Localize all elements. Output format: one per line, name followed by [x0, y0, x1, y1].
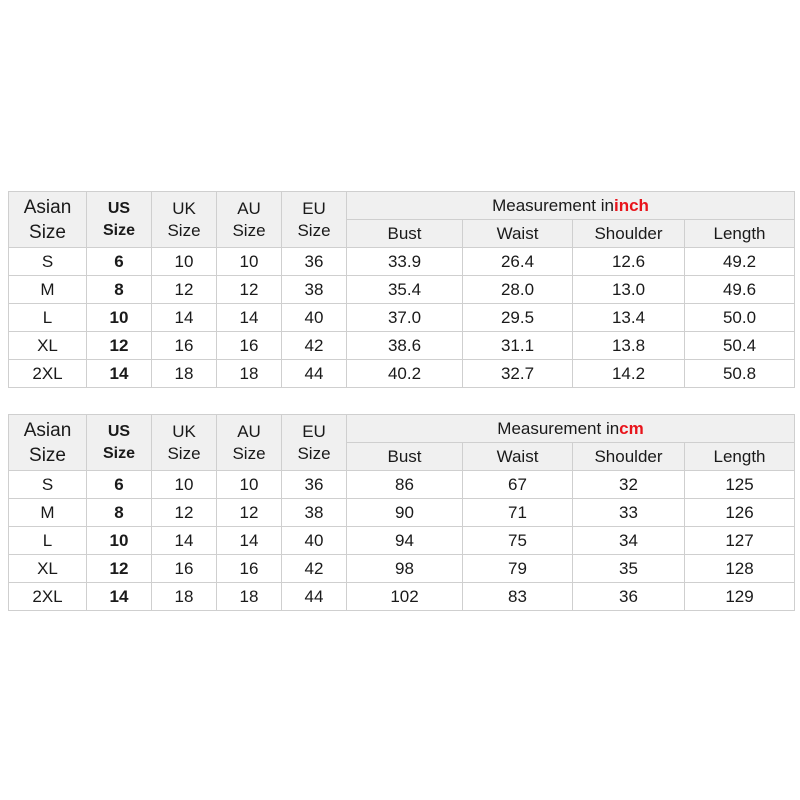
cell-eu-size: 36 — [282, 248, 347, 276]
table-row — [9, 471, 795, 499]
header-asian-size: Asian Size — [9, 415, 87, 471]
cell-length: 50.0 — [685, 304, 795, 332]
cell-asian-size: XL — [9, 332, 87, 360]
cell-length: 129 — [685, 583, 795, 611]
cell-eu-size: 36 — [282, 471, 347, 499]
cell-uk-size: 14 — [152, 304, 217, 332]
measurement-unit: cm — [619, 418, 644, 438]
table-row — [9, 555, 795, 583]
header-au-size: AU Size — [217, 192, 282, 248]
cell-asian-size: XL — [9, 555, 87, 583]
cell-asian-size: S — [9, 248, 87, 276]
cell-bust: 38.6 — [347, 332, 463, 360]
cell-us-size: 12 — [87, 555, 152, 583]
cell-length: 126 — [685, 499, 795, 527]
cell-shoulder: 32 — [573, 471, 685, 499]
cell-us-size: 8 — [87, 499, 152, 527]
cell-au-size: 12 — [217, 499, 282, 527]
cell-us-size: 10 — [87, 527, 152, 555]
cell-au-size: 10 — [217, 471, 282, 499]
header-bust: Bust — [347, 220, 463, 248]
cell-au-size: 18 — [217, 360, 282, 388]
cell-length: 50.8 — [685, 360, 795, 388]
cell-shoulder: 33 — [573, 499, 685, 527]
cell-us-size: 10 — [87, 304, 152, 332]
cell-au-size: 16 — [217, 332, 282, 360]
cell-au-size: 10 — [217, 248, 282, 276]
cell-eu-size: 44 — [282, 360, 347, 388]
header-eu-size: EU Size — [282, 415, 347, 471]
cell-waist: 28.0 — [463, 276, 573, 304]
cell-us-size: 14 — [87, 360, 152, 388]
cell-shoulder: 34 — [573, 527, 685, 555]
measurement-title — [347, 415, 795, 443]
measurement-prefix: Measurement in — [497, 418, 620, 438]
cell-uk-size: 16 — [152, 555, 217, 583]
cell-shoulder: 13.8 — [573, 332, 685, 360]
cell-bust: 102 — [347, 583, 463, 611]
cell-uk-size: 18 — [152, 583, 217, 611]
cell-length: 49.6 — [685, 276, 795, 304]
table-row — [9, 583, 795, 611]
cell-bust: 35.4 — [347, 276, 463, 304]
cell-bust: 86 — [347, 471, 463, 499]
cell-length: 127 — [685, 527, 795, 555]
table-row — [9, 276, 795, 304]
cell-eu-size: 38 — [282, 499, 347, 527]
header-waist: Waist — [463, 220, 573, 248]
cell-waist: 75 — [463, 527, 573, 555]
cell-eu-size: 38 — [282, 276, 347, 304]
cell-waist: 31.1 — [463, 332, 573, 360]
cell-waist: 26.4 — [463, 248, 573, 276]
table-row — [9, 248, 795, 276]
cell-eu-size: 42 — [282, 555, 347, 583]
cell-shoulder: 35 — [573, 555, 685, 583]
cell-asian-size: M — [9, 499, 87, 527]
header-uk-size: UK Size — [152, 192, 217, 248]
cell-bust: 33.9 — [347, 248, 463, 276]
cell-length: 50.4 — [685, 332, 795, 360]
cell-bust: 94 — [347, 527, 463, 555]
cell-waist: 71 — [463, 499, 573, 527]
size-chart-cm — [8, 414, 795, 611]
header-length: Length — [685, 443, 795, 471]
header-bust: Bust — [347, 443, 463, 471]
cell-us-size: 12 — [87, 332, 152, 360]
cell-uk-size: 12 — [152, 499, 217, 527]
cell-waist: 29.5 — [463, 304, 573, 332]
cell-au-size: 18 — [217, 583, 282, 611]
cell-au-size: 16 — [217, 555, 282, 583]
cell-au-size: 14 — [217, 527, 282, 555]
cell-eu-size: 44 — [282, 583, 347, 611]
cell-bust: 40.2 — [347, 360, 463, 388]
table-row — [9, 499, 795, 527]
cell-bust: 37.0 — [347, 304, 463, 332]
cell-uk-size: 10 — [152, 248, 217, 276]
table-row — [9, 360, 795, 388]
cell-bust: 90 — [347, 499, 463, 527]
cell-uk-size: 12 — [152, 276, 217, 304]
cell-length: 49.2 — [685, 248, 795, 276]
cell-waist: 32.7 — [463, 360, 573, 388]
size-chart-inch — [8, 191, 795, 388]
header-waist: Waist — [463, 443, 573, 471]
cell-eu-size: 40 — [282, 304, 347, 332]
cell-eu-size: 42 — [282, 332, 347, 360]
header-us-size: US Size — [87, 192, 152, 248]
header-eu-size: EU Size — [282, 192, 347, 248]
cell-uk-size: 10 — [152, 471, 217, 499]
measurement-unit: inch — [613, 195, 649, 215]
cell-asian-size: 2XL — [9, 583, 87, 611]
header-uk-size: UK Size — [152, 415, 217, 471]
header-length: Length — [685, 220, 795, 248]
cell-eu-size: 40 — [282, 527, 347, 555]
cell-waist: 83 — [463, 583, 573, 611]
header-us-size: US Size — [87, 415, 152, 471]
cell-uk-size: 18 — [152, 360, 217, 388]
cell-asian-size: L — [9, 304, 87, 332]
cell-au-size: 14 — [217, 304, 282, 332]
cell-us-size: 6 — [87, 248, 152, 276]
header-shoulder: Shoulder — [573, 220, 685, 248]
cell-shoulder: 13.4 — [573, 304, 685, 332]
cell-uk-size: 14 — [152, 527, 217, 555]
measurement-prefix: Measurement in — [492, 195, 614, 215]
table-row — [9, 527, 795, 555]
cell-length: 125 — [685, 471, 795, 499]
cell-length: 128 — [685, 555, 795, 583]
cell-us-size: 14 — [87, 583, 152, 611]
cell-waist: 67 — [463, 471, 573, 499]
cell-us-size: 6 — [87, 471, 152, 499]
cell-asian-size: 2XL — [9, 360, 87, 388]
header-au-size: AU Size — [217, 415, 282, 471]
measurement-title — [347, 192, 795, 220]
table-row — [9, 304, 795, 332]
cell-waist: 79 — [463, 555, 573, 583]
cell-shoulder: 13.0 — [573, 276, 685, 304]
header-shoulder: Shoulder — [573, 443, 685, 471]
cell-shoulder: 14.2 — [573, 360, 685, 388]
cell-shoulder: 12.6 — [573, 248, 685, 276]
cell-shoulder: 36 — [573, 583, 685, 611]
cell-us-size: 8 — [87, 276, 152, 304]
table-row — [9, 332, 795, 360]
cell-au-size: 12 — [217, 276, 282, 304]
cell-uk-size: 16 — [152, 332, 217, 360]
cell-asian-size: M — [9, 276, 87, 304]
cell-asian-size: L — [9, 527, 87, 555]
header-asian-size: Asian Size — [9, 192, 87, 248]
cell-asian-size: S — [9, 471, 87, 499]
cell-bust: 98 — [347, 555, 463, 583]
